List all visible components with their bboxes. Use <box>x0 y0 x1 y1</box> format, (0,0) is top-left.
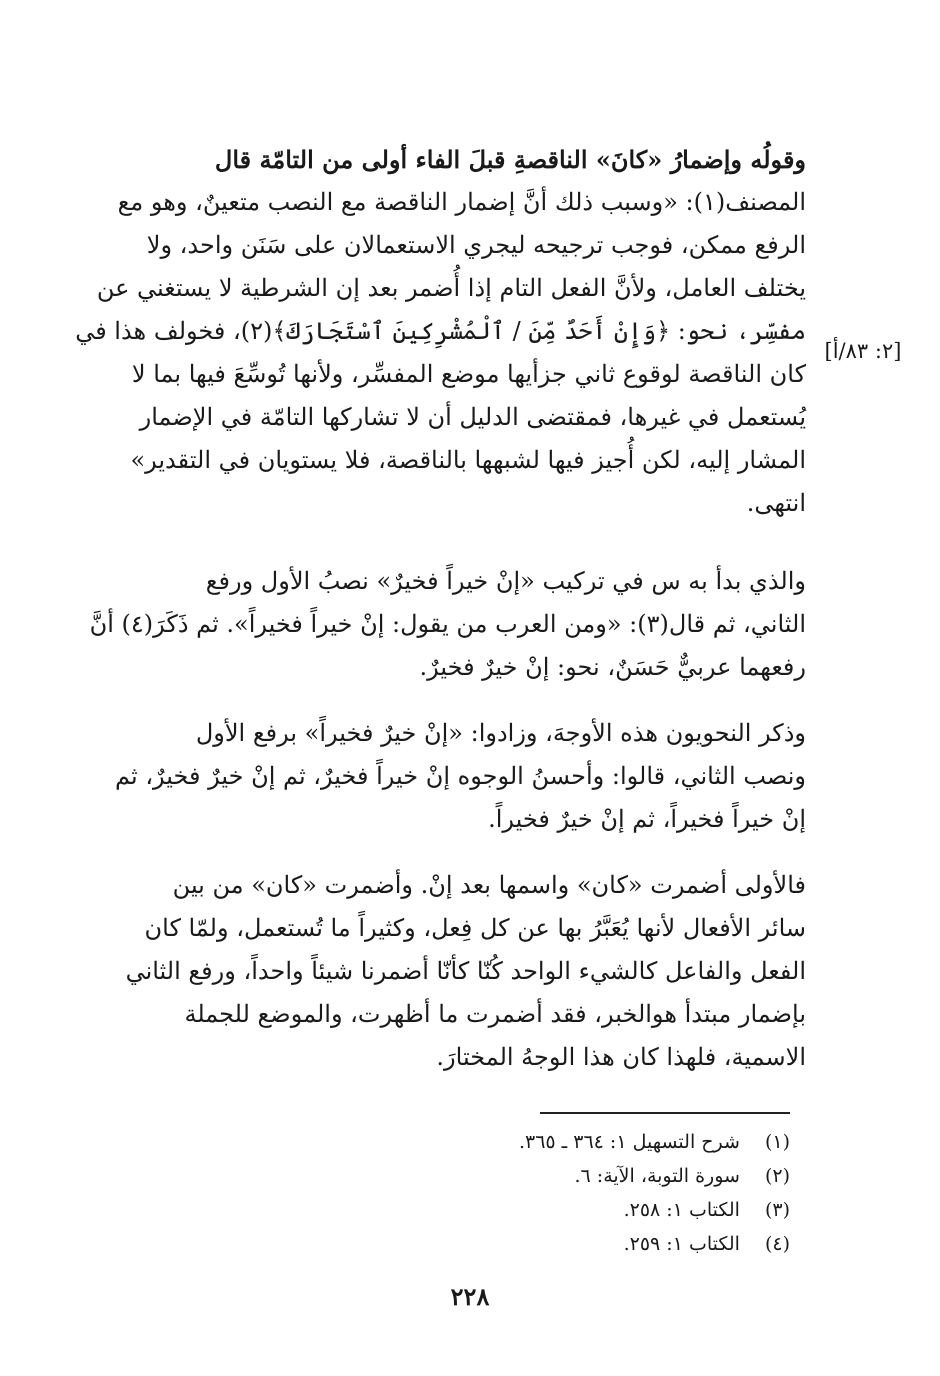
footnote-item <box>400 1227 790 1261</box>
paragraph-line: بإضمار مبتدأ هوالخبر، فقد أضمرت ما أظهرت، والموضع للجملة <box>184 1000 806 1028</box>
paragraph-line: الفعل والفاعل كالشيء الواحد كُنّا كأنّا أضمرنا شيئاً واحداً، ورفع الثاني <box>125 957 806 985</box>
paragraph-line: سائر الأفعال لأنها يُعَبَّرُ بها عن كل فِعل، وكثيراً ما تُستعمل، ولمّا كان <box>144 914 806 942</box>
footnote-item <box>400 1125 790 1159</box>
footnote-divider <box>540 1112 790 1114</box>
page-number: ٢٢٨ <box>450 1282 490 1311</box>
paragraph-line: رفعهما عربيٌّ حَسَنٌ، نحو: إنْ خيرٌ فخيرٌ. <box>419 653 806 681</box>
paragraph-line: انتهى. <box>746 489 806 517</box>
paragraph-4 <box>95 864 806 1079</box>
footnote-number: (٢) <box>764 1165 790 1187</box>
paragraph-line: المصنف(١): «وسبب ذلك أنَّ إضمار الناقصة مع النصب متعينٌ، وهو مع <box>117 188 806 216</box>
footnote-number: (٣) <box>764 1199 790 1221</box>
footnotes <box>400 1125 790 1261</box>
paragraph-line: مفسِّر، نحو: ﴿وَإِنْ أَحَدٌ مِّنَ / ٱلْمُشْرِكِينَ ٱسْتَجَارَكَ﴾(٢)، فخولف هذا في <box>75 317 806 345</box>
footnote-text: شرح التسهيل ١: ٣٦٤ ـ ٣٦٥. <box>518 1131 740 1153</box>
paragraph-line: إنْ خيراً فخيراً، ثم إنْ خيرٌ فخيراً. <box>488 805 806 833</box>
footnote-text: الكتاب ١: ٢٥٨. <box>623 1199 740 1221</box>
footnote-item <box>400 1159 790 1193</box>
paragraph-3 <box>95 712 806 841</box>
paragraph-line: والذي بدأ به س في تركيب «إنْ خيراً فخيرٌ» نصبُ الأول ورفع <box>205 567 806 595</box>
paragraph-line: الرفع ممكن، فوجب ترجيحه ليجري الاستعمالان على سَنَن واحد، ولا <box>146 231 806 259</box>
paragraph-line: يُستعمل في غيرها، فمقتضى الدليل أن لا تشاركها التامّة في الإضمار <box>139 403 806 431</box>
paragraph-2 <box>89 560 806 689</box>
paragraph-line: وقولُه وإضمارُ «كانَ» الناقصةِ قبلَ الفاء أولى من التامّة قال <box>214 145 806 174</box>
paragraph-line: الثاني، ثم قال(٣): «ومن العرب من يقول: إنْ خيراً فخيراً». ثم ذَكَرَ(٤) أنَّ <box>89 610 806 638</box>
footnote-text: سورة التوبة، الآية: ٦. <box>574 1165 740 1187</box>
footnote-number: (١) <box>764 1131 790 1153</box>
paragraph-line: كان الناقصة لوقوع ثاني جزأيها موضع المفسِّر، ولأنها تُوسِّعَ فيها بما لا <box>131 360 806 388</box>
paragraph-line: وذكر النحويون هذه الأوجهَ، وزادوا: «إنْ خيرٌ فخيراً» برفع الأول <box>195 719 806 747</box>
footnote-text: الكتاب ١: ٢٥٩. <box>623 1233 740 1255</box>
paragraph-line: الاسمية، فلهذا كان هذا الوجهُ المختارَ. <box>436 1043 806 1071</box>
paragraph-1 <box>75 138 806 525</box>
margin-reference: [٢: ٨٣/أ] <box>824 339 902 363</box>
paragraph-line: ونصب الثاني، قالوا: وأحسنُ الوجوه إنْ خيراً فخيرٌ، ثم إنْ خيرٌ فخيرٌ، ثم <box>115 762 806 790</box>
footnote-number: (٤) <box>764 1233 790 1255</box>
footnote-item <box>400 1193 790 1227</box>
paragraph-line: المشار إليه، لكن أُجيز فيها لشبهها بالناقصة، فلا يستويان في التقدير» <box>130 446 806 474</box>
paragraph-line: فالأولى أضمرت «كان» واسمها بعد إنْ. وأضمرت «كان» من بين <box>172 871 806 899</box>
paragraph-line: يختلف العامل، ولأنَّ الفعل التام إذا أُضمر بعد إن الشرطية لا يستغني عن <box>96 274 806 302</box>
